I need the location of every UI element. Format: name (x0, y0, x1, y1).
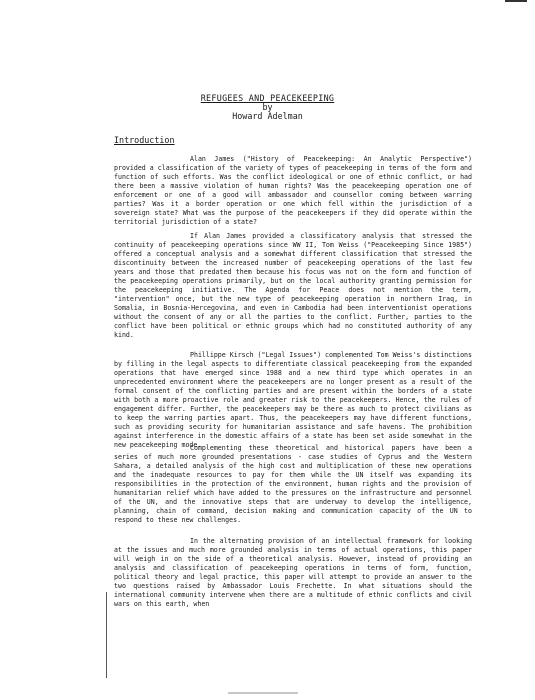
footer-smudge (228, 692, 298, 694)
author-name: Howard Adelman (232, 111, 303, 121)
paragraph-3: Phillippe Kirsch ("Legal Issues") complemented Tom Weiss's distinctions by filling in the legal aspects to differentiate classical peacekeeping from the expanded operations that have emerged since 1988 and a new third type which operates in an unprecedented environment where the peacekeepers are no longer present as a result of the formal consent of the conflicting parties and are present within the borders of a state with both a more proactive role and greater risk to the peacekeepers. Hence, the rules of engagement differ. Further, the peacekeepers may be there as much to protect civilians as to keep the warring parties apart. Thus, the peacekeepers may have different functions, such as providing security for humanitarian assistance and safe havens. The prohibition against interference in the domestic affairs of a state has been set aside somewhat in the new peacekeeping mode. (114, 351, 472, 449)
paragraph-4: Complementing these theoretical and historical papers have been a series of much more grounded presentations - case studies of Cyprus and the Western Sahara, a detailed analysis of the high cost and multiplication of these new operations and the inadequate resources to pay for them while the UN itself was expanding its responsibilities in the protection of the environment, human rights and the provision of humanitarian relief which have added to the pressures on the infrastructure and personnel of the UN, and the innovative steps that are underway to develop the intelligence, planning, chain of command, decision making and communication capacity of the UN to respond to these new challenges. (114, 444, 472, 524)
paragraph-5: In the alternating provision of an intellectual framework for looking at the issues and much more grounded analysis in terms of actual operations, this paper will weigh in on the side of a theoretical analysis. However, instead of providing an analysis and classification of peacekeeping operations in terms of form, function, political theory and legal practice, this paper will attempt to provide an answer to the two questions raised by Ambassador Louis Frechette. In what situations should the international community intervene when there are a multitude of ethnic conflicts and civil wars on this earth, when (114, 537, 472, 608)
paragraph-2: If Alan James provided a classificatory analysis that stressed the continuity of peacekeeping operations since WW II, Tom Weiss ("Peacekeeping Since 1985") offered a conceptual analysis and a somewhat different classification that stressed the discontinuity between the increased number of peacekeeping operations of the last few years and those that predated them because his focus was not on the form and function of the peacekeeping operations primarily, but on the local authority granting permission for the peacekeeping initiative. The Agenda for Peace does not mention the term, "intervention" once, but the new type of peacekeeping operation in northern Iraq, in Somalia, in Bosnia-Hercegovina, and even in Cambodia had been interventionist operations without the consent of any or all the parties to the conflict. Further, parties to the conflict have been political or ethnic groups which had no constituted authority of any kind. (114, 232, 472, 339)
byline-by: by (262, 102, 273, 112)
margin-rule (106, 592, 107, 678)
paragraph-1: Alan James ("History of Peacekeeping: An Analytic Perspective") provided a classification of the variety of types of peacekeeping in terms of the form and function of such efforts. Was the conflict ideological or one of ethnic conflict, or had there been a massive violation of human rights? Was the peacekeeping operation one of enforcement or one of a good will ambassador and counsellor coming between warring parties? Was it a border operation or one which fell within the jurisdiction of a sovereign state? What was the purpose of the peacekeepers if they did operate within the territorial jurisdiction of a state? (114, 155, 472, 226)
section-heading: Introduction (114, 135, 175, 145)
document-title: REFUGEES AND PEACEKEEPING (200, 93, 335, 103)
corner-mark (505, 0, 527, 2)
